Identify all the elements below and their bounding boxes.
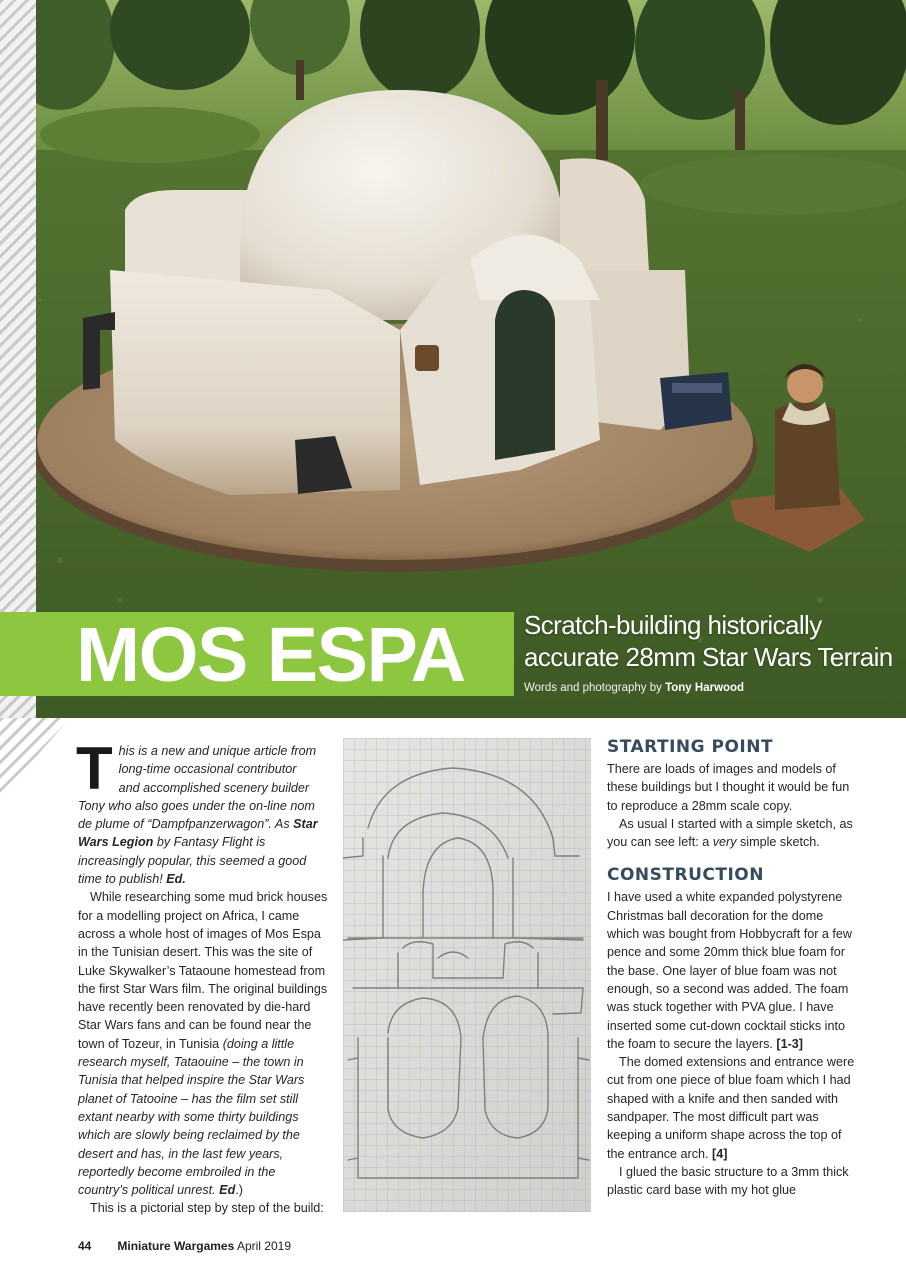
starting-point-paragraph-2: [607, 815, 855, 852]
intro-text-1: Tony who also goes under the on-line nom de plume of “Dampfpanzerwagon”. As: [78, 798, 315, 832]
intro-line-3: and accomplished scenery builder: [118, 780, 310, 795]
intro-line-1: his is a new and unique article from: [118, 744, 317, 758]
body-paragraph-3: This is a pictorial step by step of the build:: [90, 1201, 324, 1216]
byline-prefix: Words and photography by: [524, 682, 666, 694]
starting-point-paragraph-1: There are loads of images and models of these buildings but I thought it would be fun to reproduce a 28mm scale copy.: [607, 762, 850, 813]
c2-text: The domed extensions and entrance were cut from one piece of blue foam which I had shaped with a knife and then sanded with sandpaper. The most difficult part was keeping a uniform shape across the top of the entrance arch.: [607, 1055, 855, 1161]
sp2-emphasis: very: [712, 835, 737, 850]
sketch-image: [343, 738, 591, 1212]
c1-reference: [1-3]: [776, 1036, 803, 1051]
construction-paragraph-2: [607, 1053, 855, 1163]
c1-text: I have used a white expanded polystyrene Christmas ball decoration for the dome which was bought from Hobbycraft for a few pence and some 20mm thick blue foam for the base. One layer of blue foam was not enough, so a second was added. The foam was stuck together with PVA glue. I have inserted some cut-down cocktail sticks into the foam to secure the layers.: [607, 890, 852, 1051]
body-paragraph-2: [78, 888, 328, 1199]
byline-author: Tony Harwood: [665, 682, 745, 694]
construction-paragraph-1: [607, 888, 855, 1053]
editor-mark: Ed.: [166, 872, 186, 887]
sp2-text-b: simple sketch.: [736, 835, 820, 850]
decorative-stripes-lower: [0, 718, 70, 798]
c2-reference: [4]: [712, 1146, 728, 1161]
p2-italic-text: (doing a little research myself, Tataouine – the town in Tunisia that helped inspire the Star Wars planet of Tatooine – has the film set still extant nearby with some thirty buildings which are slowly being reclaimed by the desert and has, in the last few years, reportedly become embroiled in the country’s political unrest.: [78, 1036, 305, 1198]
p2-editor-mark: Ed: [219, 1183, 236, 1198]
column-3: [607, 736, 855, 1200]
p2-italic: [78, 1037, 304, 1197]
page-number: 44: [78, 1239, 92, 1253]
sp2-text-a: As usual I started with a simple sketch, as you can see left: a: [607, 816, 853, 850]
pencil-sketch-illustration: [343, 738, 591, 1212]
intro-paragraph: [76, 735, 328, 888]
p2-text: While researching some mud brick houses for a modelling project on Africa, I came across a whole host of images of Mos Espa in the Tunisian desert. This was the site of Luke Skywalker’s Tataoune homestead from the first Star Wars film. The original buildings have recently been renovated by die-hard Star Wars fans and can be found near the town of Tozeur, in Tunisia: [78, 890, 328, 1051]
p2-close: .): [235, 1183, 243, 1198]
decorative-stripes: [0, 0, 36, 718]
byline: [524, 682, 744, 694]
column-1: [76, 735, 328, 1218]
drop-cap: T: [76, 735, 113, 802]
article-title: MOS ESPA: [76, 612, 465, 698]
issue-date: April 2019: [236, 1239, 291, 1253]
heading-starting-point: STARTING POINT: [607, 737, 774, 757]
intro-bold-title: Star Wars Legion: [78, 817, 318, 850]
intro-text-2: by Fantasy Flight is increasingly popular, this seemed a good time to publish!: [78, 835, 307, 887]
heading-construction: CONSTRUCTION: [607, 865, 764, 886]
magazine-name: Miniature Wargames: [117, 1239, 235, 1253]
construction-paragraph-3: I glued the basic structure to a 3mm thick plastic card base with my hot glue: [607, 1164, 849, 1198]
page-footer: [78, 1239, 291, 1253]
intro-line-2: long-time occasional contributor: [118, 762, 297, 777]
article-subtitle: Scratch-building historically accurate 28mm Star Wars Terrain: [524, 610, 893, 672]
